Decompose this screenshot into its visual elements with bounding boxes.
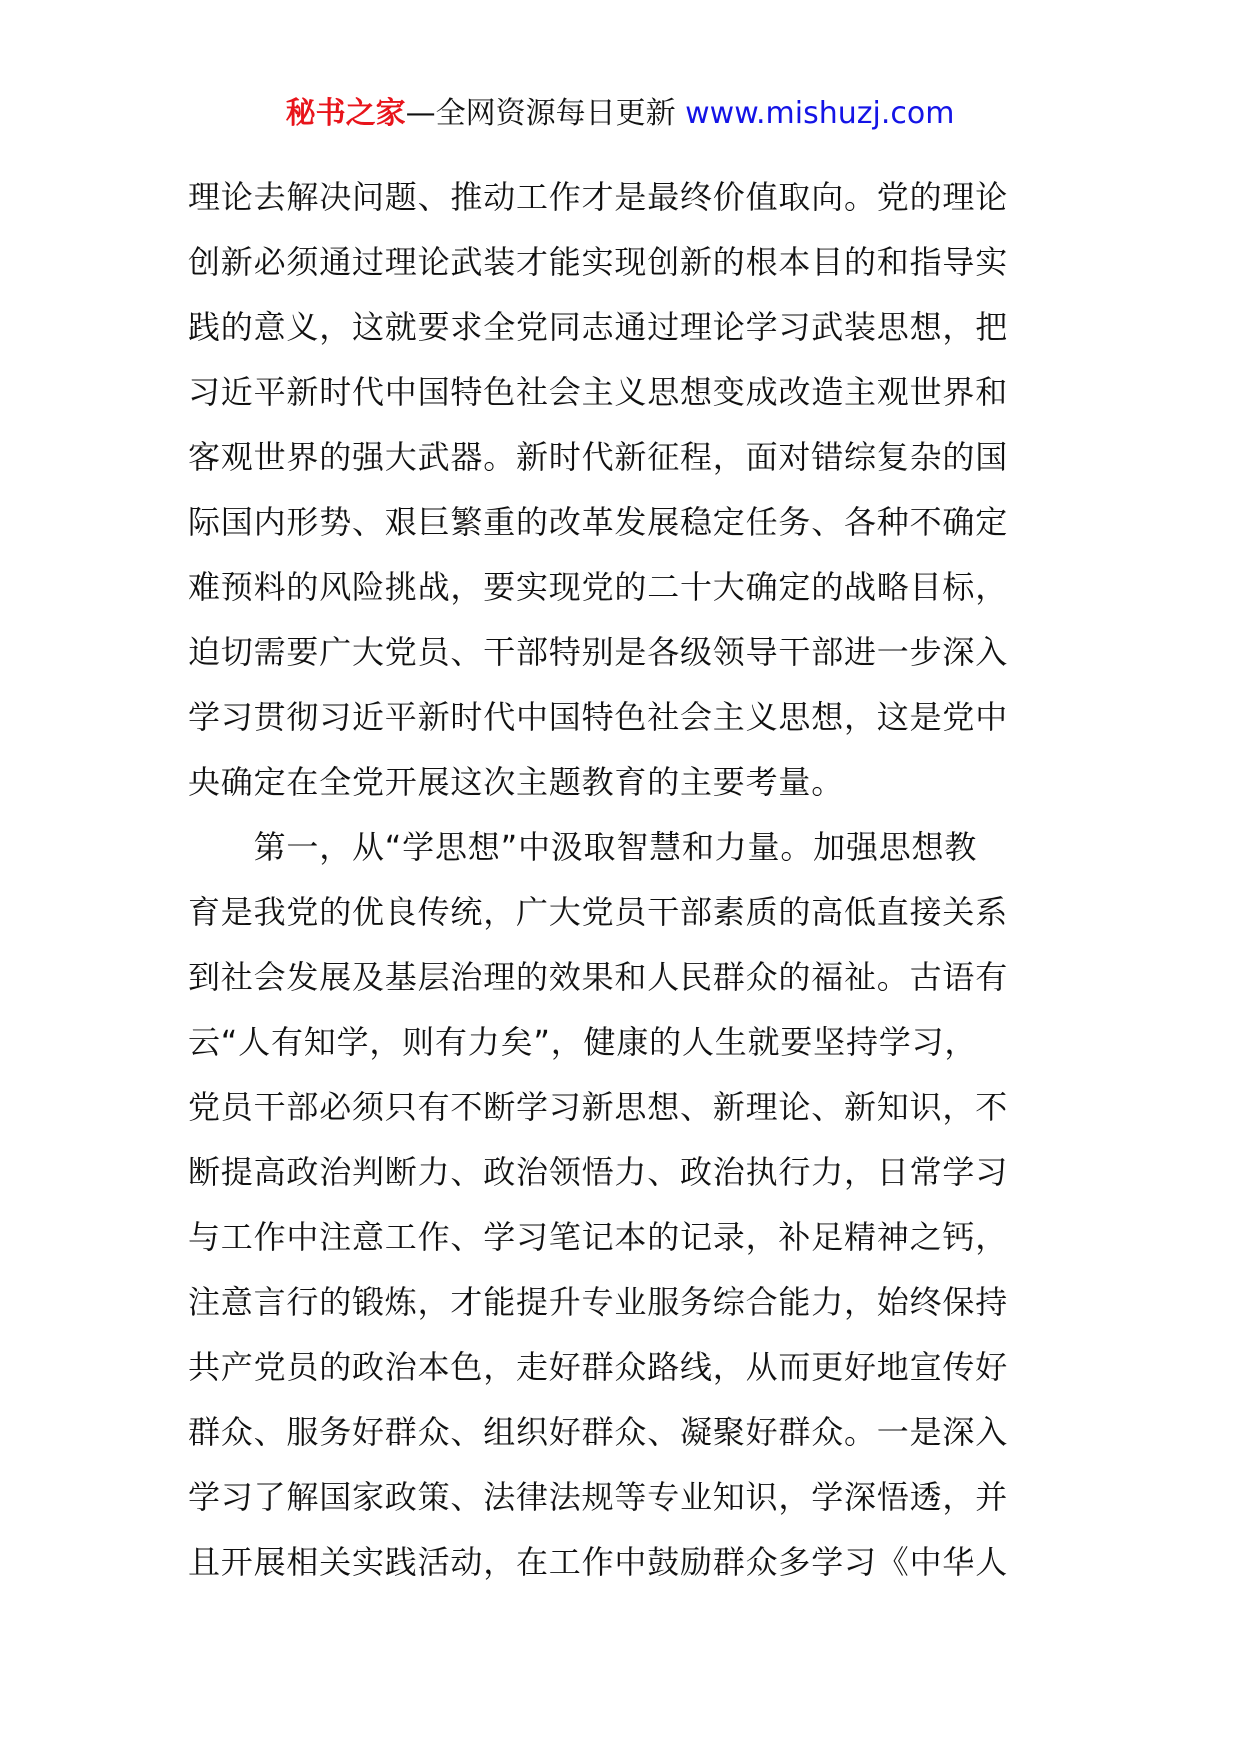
website-link[interactable]: www.mishuzj.com — [685, 96, 955, 131]
document-body — [188, 165, 1058, 1595]
text-line: 共产党员的政治本色，走好群众路线，从而更好地宣传好 — [188, 1348, 1009, 1386]
text-line: 云“人有知学，则有力矣”，健康的人生就要坚持学习， — [188, 1023, 978, 1061]
text-line: 客观世界的强大武器。新时代新征程，面对错综复杂的国 — [188, 438, 1009, 476]
text-line: 迫切需要广大党员、干部特别是各级领导干部进一步深入 — [188, 633, 1009, 671]
header-slogan: —全网资源每日更新 — [405, 96, 676, 131]
text-line: 创新必须通过理论武装才能实现创新的根本目的和指导实 — [188, 243, 1009, 281]
text-line: 且开展相关实践活动，在工作中鼓励群众多学习《中华人 — [188, 1543, 1009, 1581]
brand-name: 秘书之家 — [285, 96, 406, 131]
text-line: 习近平新时代中国特色社会主义思想变成改造主观世界和 — [188, 373, 1009, 411]
text-line: 央确定在全党开展这次主题教育的主要考量。 — [188, 763, 845, 801]
text-line: 学习贯彻习近平新时代中国特色社会主义思想，这是党中 — [188, 698, 1009, 736]
text-line: 难预料的风险挑战，要实现党的二十大确定的战略目标， — [188, 568, 1009, 606]
text-line: 育是我党的优良传统，广大党员干部素质的高低直接关系 — [188, 893, 1009, 931]
text-line: 际国内形势、艰巨繁重的改革发展稳定任务、各种不确定 — [188, 503, 1009, 541]
text-line: 第一，从“学思想”中汲取智慧和力量。加强思想教 — [188, 828, 978, 866]
page-header — [0, 94, 1240, 134]
text-line: 理论去解决问题、推动工作才是最终价值取向。党的理论 — [188, 178, 1009, 216]
text-line: 群众、服务好群众、组织好群众、凝聚好群众。一是深入 — [188, 1413, 1009, 1451]
text-line: 断提高政治判断力、政治领悟力、政治执行力，日常学习 — [188, 1153, 1009, 1191]
text-line: 到社会发展及基层治理的效果和人民群众的福祉。古语有 — [188, 958, 1009, 996]
text-line: 党员干部必须只有不断学习新思想、新理论、新知识，不 — [188, 1088, 1009, 1126]
text-line: 与工作中注意工作、学习笔记本的记录，补足精神之钙， — [188, 1218, 1009, 1256]
text-line: 注意言行的锻炼，才能提升专业服务综合能力，始终保持 — [188, 1283, 1009, 1321]
text-line: 学习了解国家政策、法律法规等专业知识，学深悟透，并 — [188, 1478, 1009, 1516]
text-line: 践的意义，这就要求全党同志通过理论学习武装思想，把 — [188, 308, 1009, 346]
